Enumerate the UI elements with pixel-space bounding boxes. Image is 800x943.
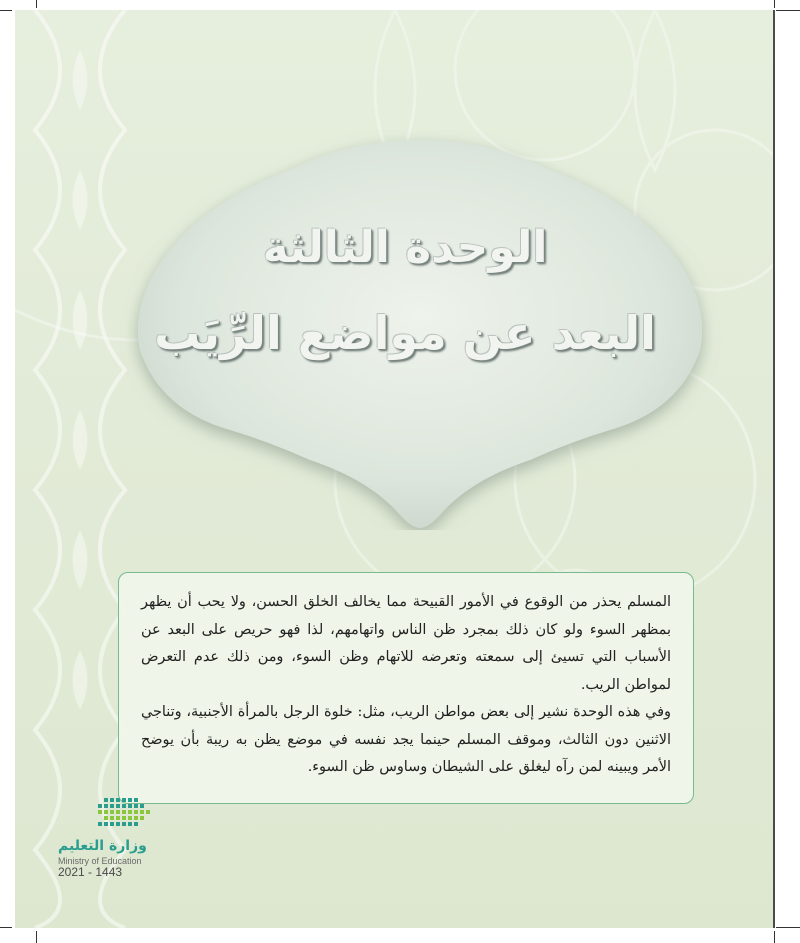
unit-subtitle: البعد عن مواضع الرِّيَب <box>154 306 656 360</box>
crop-mark <box>36 931 37 943</box>
crop-mark <box>774 931 775 943</box>
intro-paragraph: وفي هذه الوحدة نشير إلى بعض مواطن الريب، مثل: خلوة الرجل بالمرأة الأجنبية، وتناجي الاثنين دون الثالث، وموقف المسلم حينما يجد نفسه في موضع يظن به ريبة بأن يوضح الأمر ويبينه لمن رآه ليغلق على الشيطان وساوس ظن السوء. <box>141 704 671 775</box>
ministry-logo-icon <box>58 794 158 834</box>
crop-mark <box>36 0 37 8</box>
unit-title: الوحدة الثالثة <box>262 222 548 273</box>
crop-mark <box>776 10 800 11</box>
intro-box <box>118 572 694 804</box>
page-spine-edge <box>773 10 775 928</box>
ministry-name-ar: وزارة التعليم <box>58 838 147 854</box>
crop-mark <box>0 927 12 928</box>
crop-mark <box>0 10 12 11</box>
crop-mark <box>776 927 800 928</box>
intro-paragraph: المسلم يحذر من الوقوع في الأمور القبيحة مما يخالف الخلق الحسن، ولا يحب أن يظهر بمظهر السوء ولو كان ذلك بمجرد ظن الناس واتهامهم، لذا فهو حريص على البعد عن الأسباب التي تسيئ إلى سمعته وتعرضه للاتهام وظن السوء، ومن ذلك عدم التعرض لمواطن الريب. <box>141 594 671 693</box>
ministry-name-en: Ministry of Education <box>58 856 142 866</box>
crop-mark <box>774 0 775 8</box>
edition-year: 2021 - 1443 <box>58 865 123 879</box>
